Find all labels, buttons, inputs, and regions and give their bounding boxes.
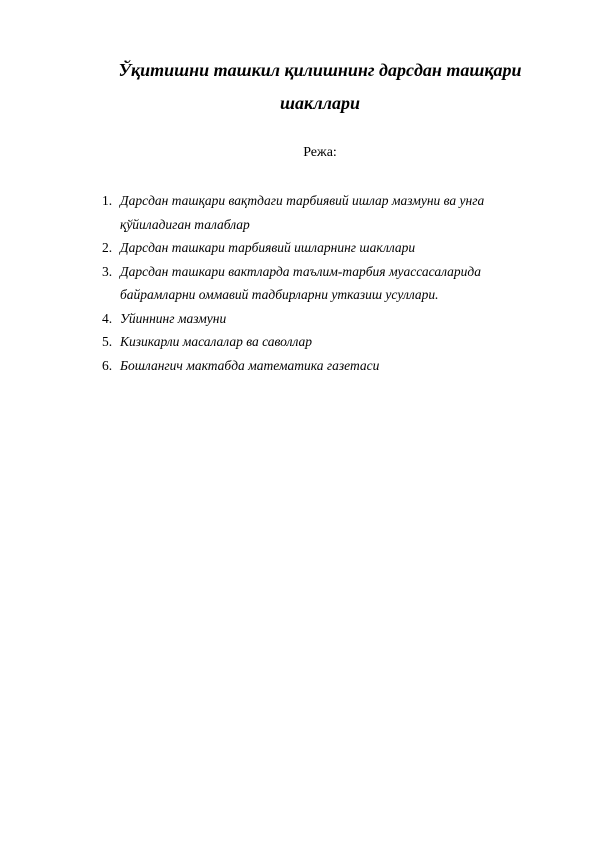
plan-item-6 xyxy=(100,354,520,378)
plan-item-text: Бошлангич мактабда математика газетаси xyxy=(120,357,380,373)
plan-item-text: Дарсдан ташқари вақтдаги тарбиявий ишлар мазмуни ва унга қўйиладиган талаблар xyxy=(120,193,485,232)
plan-item-text: Уйиннинг мазмуни xyxy=(120,310,227,326)
plan-item-3 xyxy=(100,260,520,307)
plan-heading: Режа: xyxy=(303,145,337,160)
plan-item-text: Дарсдан ташкари тарбиявий ишларнинг шакллари xyxy=(120,240,416,255)
plan-item-text: Дарсдан ташкари вактларда таълим-тарбия муассасаларида байрамларни оммавий тадбирларни утказиш усуллари. xyxy=(120,263,481,302)
plan-item-number: 1. xyxy=(102,193,113,208)
plan-item-number: 4. xyxy=(102,310,113,326)
plan-item-number: 3. xyxy=(102,263,113,279)
plan-item-number: 2. xyxy=(102,240,113,255)
plan-item-number: 5. xyxy=(102,334,113,349)
plan-item-4 xyxy=(100,307,520,331)
document-title: Ўқитишни ташкил қилишнинг дарсдан ташқари шакллари xyxy=(118,60,522,113)
plan-item-5 xyxy=(100,330,520,354)
plan-list xyxy=(100,189,520,377)
plan-item-number: 6. xyxy=(102,357,113,373)
plan-item-text: Кизикарли масалалар ва саволлар xyxy=(120,334,313,349)
plan-item-2 xyxy=(100,236,520,260)
plan-item-1 xyxy=(100,189,520,236)
